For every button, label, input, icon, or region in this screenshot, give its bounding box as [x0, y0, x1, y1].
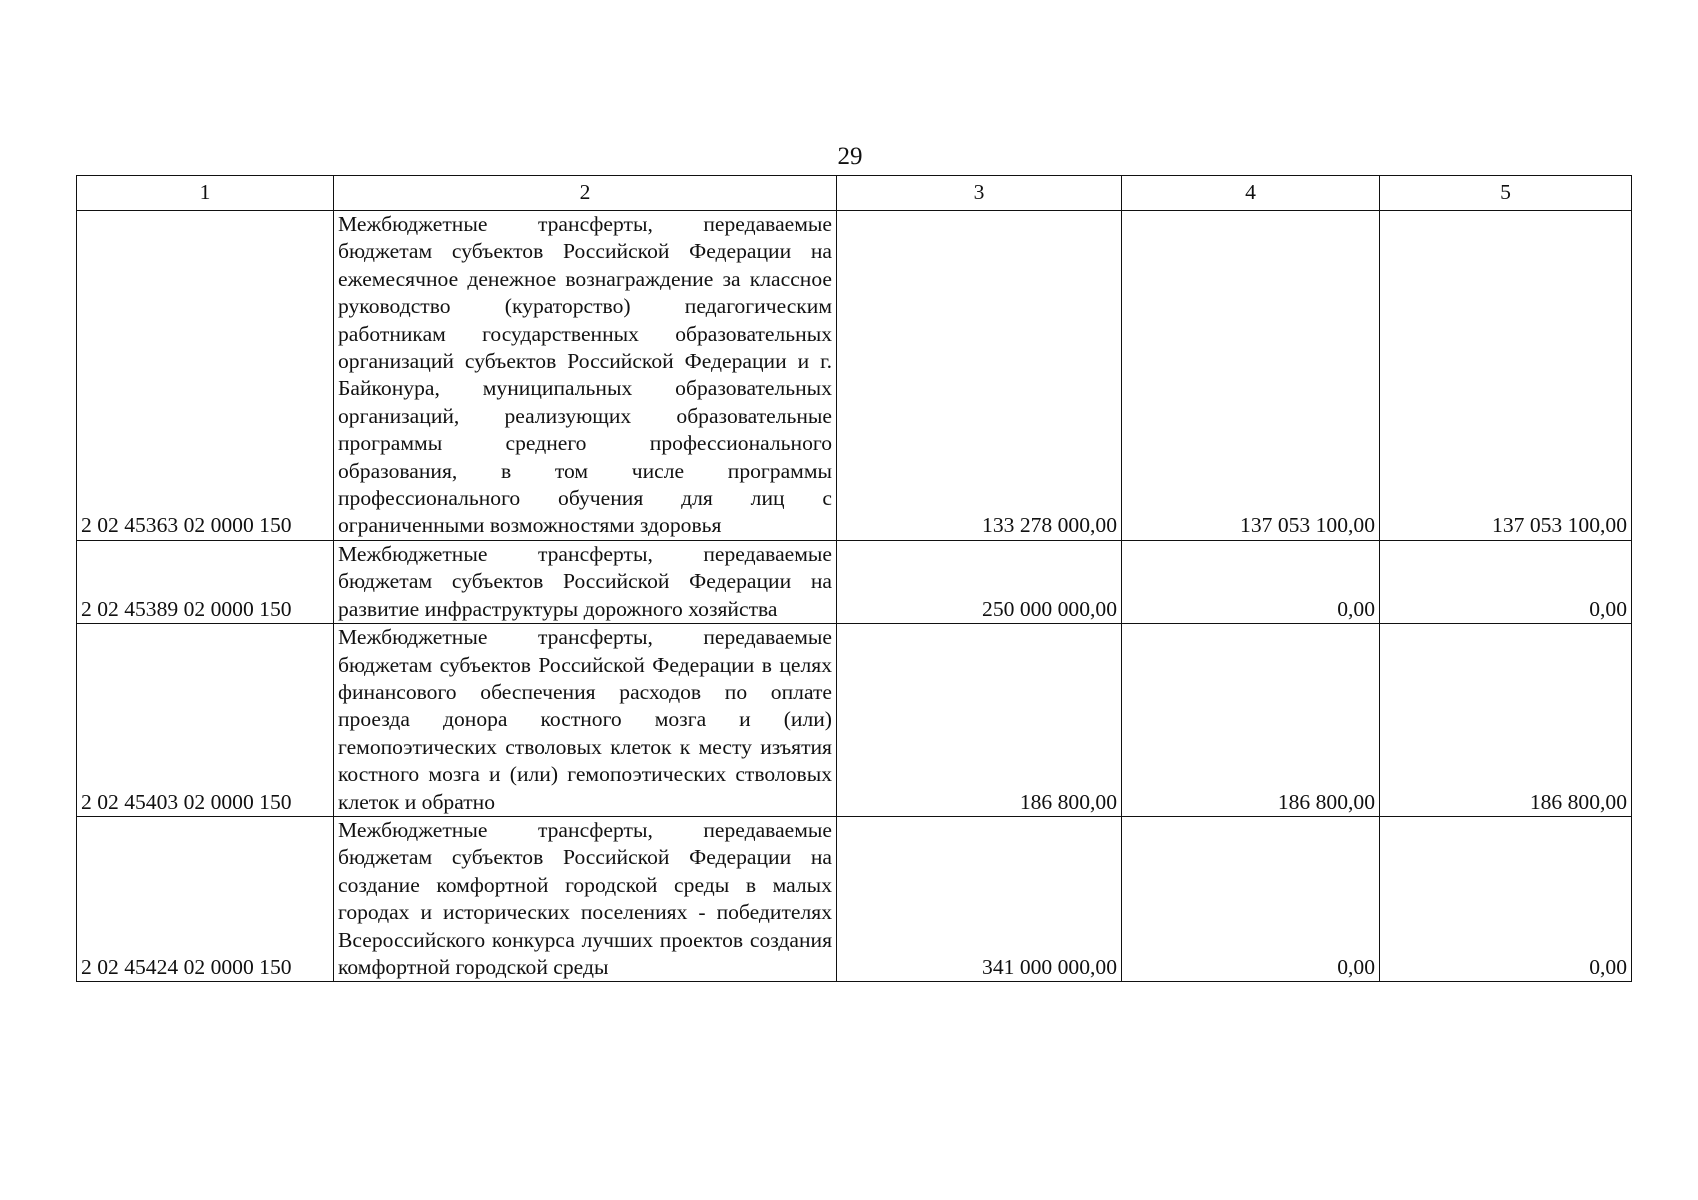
amount-col5: 0,00	[1380, 816, 1632, 981]
amount-col3: 250 000 000,00	[837, 540, 1122, 623]
transfer-description: Межбюджетные трансферты, передаваемые бюджетам субъектов Российской Федерации на развитие инфраструктуры дорожного хозяйства	[334, 540, 837, 623]
column-number-5: 5	[1380, 176, 1632, 211]
budget-code: 2 02 45403 02 0000 150	[77, 624, 334, 817]
table-row	[77, 211, 1632, 541]
column-number-1: 1	[77, 176, 334, 211]
amount-col5: 137 053 100,00	[1380, 211, 1632, 541]
amount-col4: 137 053 100,00	[1122, 211, 1380, 541]
transfer-description: Межбюджетные трансферты, передаваемые бюджетам субъектов Российской Федерации в целях финансового обеспечения расходов по оплате проезда донора костного мозга и (или) гемопоэтических стволовых клеток к месту изъятия костного мозга и (или) гемопоэтических стволовых клеток и обратно	[334, 624, 837, 817]
amount-col5: 186 800,00	[1380, 624, 1632, 817]
transfer-description: Межбюджетные трансферты, передаваемые бюджетам субъектов Российской Федерации на ежемесячное денежное вознаграждение за классное руководство (кураторство) педагогическим работникам государственных образовательных организаций субъектов Российской Федерации и г. Байконура, муниципальных образовательных организаций, реализующих образовательные программы среднего профессионального образования, в том числе программы профессионального обучения для лиц с ограниченными возможностями здоровья	[334, 211, 837, 541]
amount-col4: 0,00	[1122, 540, 1380, 623]
budget-code: 2 02 45424 02 0000 150	[77, 816, 334, 981]
column-number-row	[77, 176, 1632, 211]
amount-col3: 186 800,00	[837, 624, 1122, 817]
amount-col3: 133 278 000,00	[837, 211, 1122, 541]
column-number-3: 3	[837, 176, 1122, 211]
page-number: 29	[837, 143, 863, 170]
amount-col4: 0,00	[1122, 816, 1380, 981]
transfer-description: Межбюджетные трансферты, передаваемые бюджетам субъектов Российской Федерации на создание комфортной городской среды в малых городах и исторических поселениях - победителях Всероссийского конкурса лучших проектов создания комфортной городской среды	[334, 816, 837, 981]
amount-col3: 341 000 000,00	[837, 816, 1122, 981]
amount-col5: 0,00	[1380, 540, 1632, 623]
budget-table	[76, 175, 1632, 982]
table-row	[77, 816, 1632, 981]
table-row	[77, 540, 1632, 623]
amount-col4: 186 800,00	[1122, 624, 1380, 817]
budget-code: 2 02 45389 02 0000 150	[77, 540, 334, 623]
budget-code: 2 02 45363 02 0000 150	[77, 211, 334, 541]
column-number-2: 2	[334, 176, 837, 211]
column-number-4: 4	[1122, 176, 1380, 211]
table-row	[77, 624, 1632, 817]
